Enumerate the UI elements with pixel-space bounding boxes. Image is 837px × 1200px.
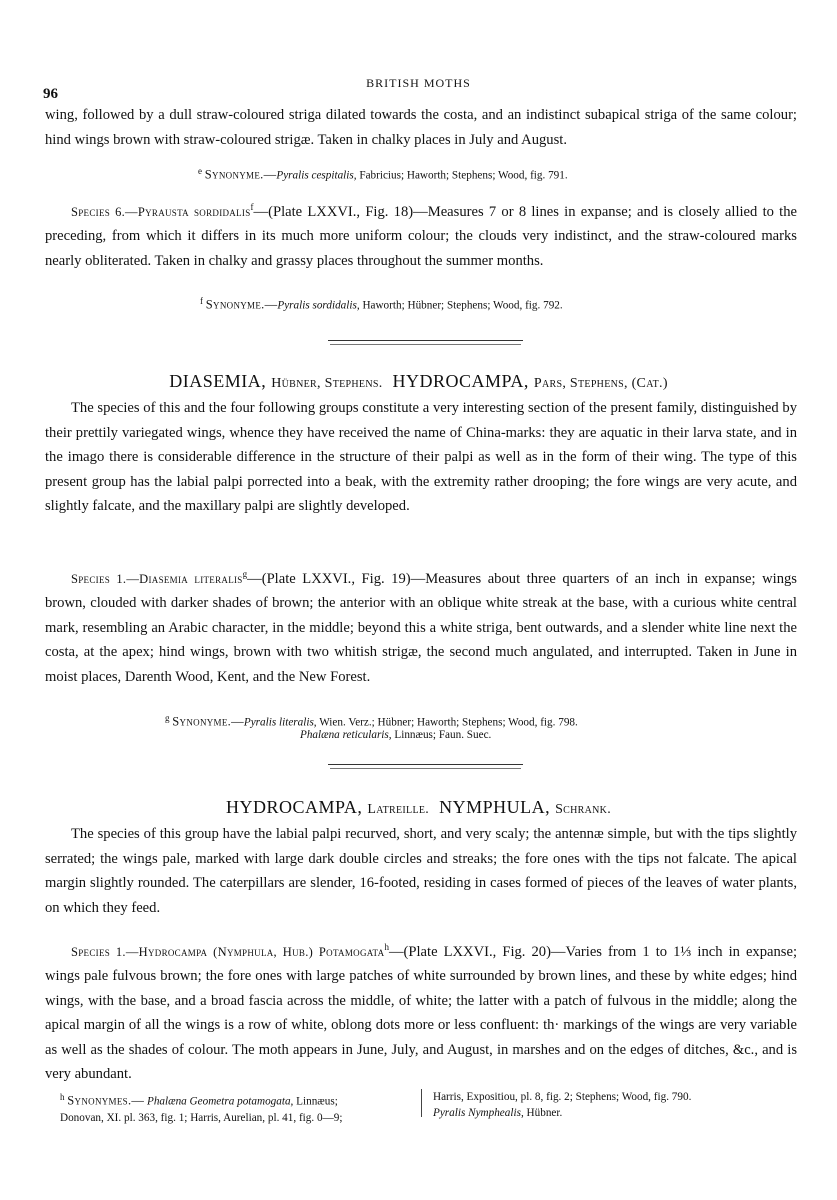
footnote-references: Haworth; Hübner; Stephens; Wood, fig. 792. — [359, 299, 563, 312]
species-6-label: Species 6.—Pyrausta sordidalis — [71, 204, 251, 219]
footnote-species-name: Pyralis sordidalis, — [277, 299, 360, 312]
footnote-label: Synonyme.— — [204, 167, 277, 182]
footnote-label: Synonyme.— — [205, 297, 278, 312]
footnote-species-name: Phalæna Geometra potamogata, — [146, 1095, 294, 1108]
footnote-e — [198, 163, 568, 184]
footnote-species-name: Pyralis literalis, — [243, 716, 317, 729]
footnote-species-name: Phalæna reticularis, — [300, 729, 392, 741]
footnote-species-name: Pyralis Nymphealis, — [433, 1107, 524, 1119]
diasemia-heading — [0, 371, 837, 392]
hydrocampa-heading — [0, 797, 837, 818]
footnote-mark: f — [200, 296, 203, 306]
page-number: 96 — [43, 86, 58, 102]
footnote-references: Fabricius; Haworth; Stephens; Wood, fig. 791. — [356, 169, 568, 182]
footnote-mark: h — [60, 1092, 65, 1102]
genus-name: DIASEMIA, — [169, 371, 267, 391]
hydrocampa-species-1-paragraph — [45, 935, 797, 1087]
footnote-mark: g — [165, 713, 170, 723]
footnote-references: Linnæus; Faun. Suec. — [391, 729, 492, 741]
footnote-h-right — [433, 1089, 793, 1121]
genus-authors: Latreille. — [367, 802, 430, 817]
species-text: —(Plate LXXVI., Fig. 19)—Measures about three quarters of an inch in expanse; wings brown, clouded with darker shades of brown; the anterior with an oblique white streak at the base, with a curious white central mark, resembling an Arabic character, in the middle; beyond this a white striga, bent outwards, and a slender white line next the costa, at the apex; hind wings, brown with two whitish strigæ, the second much angulated, and interrupted. Taken in June in moist places, Darenth Wood, Kent, and the New Forest. — [45, 570, 797, 685]
footnote-references: Hübner. — [523, 1107, 563, 1119]
footnote-h-left — [60, 1089, 416, 1126]
section-divider — [328, 340, 523, 341]
footnote-references: Wien. Verz.; Hübner; Haworth; Stephens; Wood, fig. 798. — [316, 716, 578, 729]
footnote-references: Harris, Expositiou, pl. 8, fig. 2; Stephens; Wood, fig. 790. — [433, 1091, 692, 1103]
section-divider — [328, 764, 523, 765]
footnote-references: Donovan, XI. pl. 363, fig. 1; Harris, Aurelian, pl. 41, fig. 0—9; — [60, 1111, 343, 1124]
footnote-label: Synonymes.— — [67, 1093, 145, 1108]
footnote-references: Linnæus; — [293, 1095, 338, 1108]
species-footnote-mark: g — [242, 569, 248, 579]
species-label: Species 1.—Hydrocampa (Nymphula, Hub.) Potamogata — [71, 944, 385, 959]
continuation-paragraph: wing, followed by a dull straw-coloured striga dilated towards the costa, and an indistinct subapical striga of the same colour; hind wings brown with straw-coloured strigæ. Taken in chalky places in July and August. — [45, 107, 797, 148]
running-head: BRITISH MOTHS — [366, 76, 471, 90]
genus-authors: Schrank. — [555, 802, 612, 817]
species-6-paragraph — [45, 195, 797, 273]
species-label: Species 1.—Diasemia literalis — [71, 571, 243, 586]
footnote-mark: e — [198, 166, 202, 176]
section-divider — [330, 768, 521, 769]
species-text: —(Plate LXXVI., Fig. 20)—Varies from 1 to 1⅓ inch in expanse; wings pale fulvous brown; the fore ones with large patches of white surrounded by brown lines, and these by white edges; hind wings, with the base, and a broad fascia across the middle, of white; the latter with a patch of fulvous in the middle; along the apical margin of all the wings is a row of white, oblong dots more or less confluent: th· markings of the wings are very variable as well as the shades of colour. The moth appears in June, July, and August, in marshes and on the edges of ditches, &c., and is very abundant. — [45, 943, 798, 1083]
genus-name: HYDROCAMPA, — [392, 371, 529, 391]
diasemia-intro: The species of this and the four following groups constitute a very interesting section of the present family, distinguished by their prettily variegated wings, whence they have received the name of China-marks: they are aquatic in their larva state, and in the imago there is considerable difference in the structure of their palpi as well as in the form of their wing. The type of this present group has the labial palpi porrected into a beak, with the extremity rather drooping; the fore wings are very acute, and slightly falcate, and the maxillary palpi are slightly developed. — [45, 400, 797, 514]
diasemia-species-1-paragraph — [45, 562, 797, 689]
footnote-f — [200, 293, 563, 314]
species-footnote-mark: h — [384, 942, 389, 952]
species-6-footnote-mark: f — [250, 202, 254, 212]
hydrocampa-intro: The species of this group have the labial palpi recurved, short, and very scaly; the antennæ simple, but with the tips slightly serrated; the wings pale, marked with large dark double circles and streaks; the fore ones with the tips not falcate. The apical margin slightly rounded. The caterpillars are slender, 16-footed, residing in cases formed of pieces of the leaves of water plants, on which they feed. — [45, 826, 797, 916]
species-6-text: —(Plate LXXVI., Fig. 18)—Measures 7 or 8 lines in expanse; and is closely allied to the preceding, from which it differs in its much more uniform colour; the clouds very indistinct, and the straw-coloured marks nearly obliterated. Taken in chalky and grassy places throughout the summer months. — [45, 203, 797, 269]
genus-name: HYDROCAMPA, — [225, 797, 363, 817]
footnote-g-line-2 — [300, 727, 491, 743]
genus-authors: Hübner, Stephens. — [271, 376, 383, 391]
genus-authors: Pars, Stephens, (Cat.) — [533, 376, 668, 391]
column-separator — [421, 1089, 422, 1117]
footnote-species-name: Pyralis cespitalis, — [276, 169, 357, 182]
genus-name: NYMPHULA, — [439, 797, 551, 817]
footnote-label: Synonyme.— — [172, 714, 244, 729]
section-divider — [330, 344, 521, 345]
